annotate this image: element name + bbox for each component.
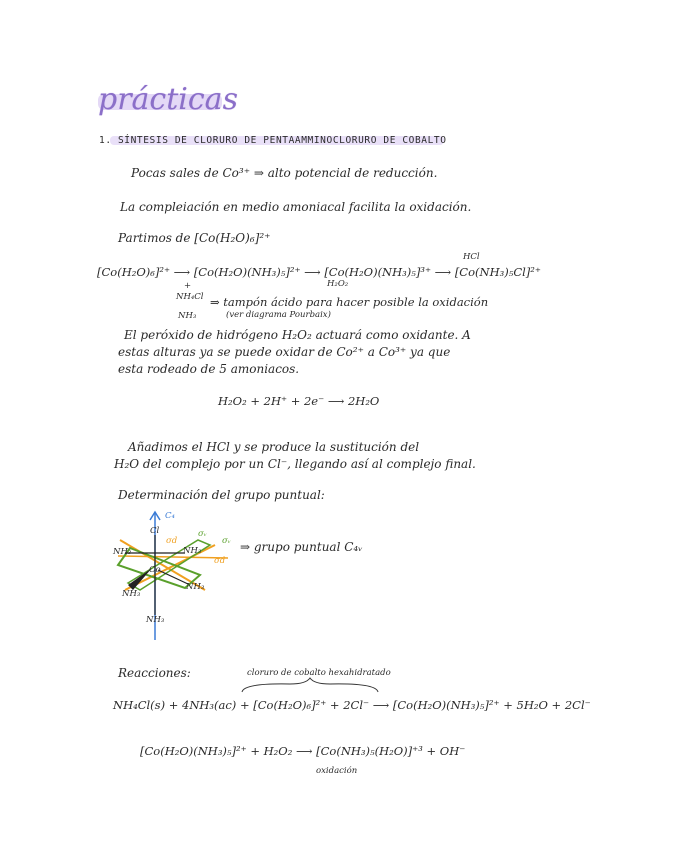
sigma-d-label: σd <box>166 536 178 546</box>
reagent-label: HCl <box>463 252 480 262</box>
text-line: H₂O del complejo por un Cl⁻, llegando así al complejo final. <box>114 457 476 471</box>
c4-axis-label: C₄ <box>165 511 175 521</box>
text-line: Añadimos el HCl y se produce la sustitución del <box>128 440 420 454</box>
reaction-equation: NH₄Cl(s) + 4NH₃(ac) + [Co(H₂O)₆]²⁺ + 2Cl⁻ ⟶ [Co(H₂O)(NH₃)₅]²⁺ + 5H₂O + 2Cl⁻ <box>113 698 591 712</box>
reaction-equation: [Co(H₂O)(NH₃)₅]²⁺ + H₂O₂ ⟶ [Co(NH₃)₅(H₂O)]⁺³ + OH⁻ <box>140 744 466 758</box>
ligand-label: Cl <box>150 526 160 536</box>
sigma-v-label: σᵥ <box>222 536 231 546</box>
sigma-v-label: σᵥ <box>198 529 207 539</box>
reagent-label: NH₄Cl <box>176 292 204 302</box>
ligand-label: NH₃ <box>186 582 205 592</box>
text-line: Partimos de [Co(H₂O)₆]²⁺ <box>118 231 271 245</box>
text-line: Determinación del grupo puntual: <box>118 488 325 502</box>
ligand-label: NH₃ <box>146 615 165 625</box>
point-group-result: ⇒ grupo puntual C₄ᵥ <box>240 540 363 554</box>
brace-label: cloruro de cobalto hexahidratado <box>247 668 391 678</box>
reagent-label: H₂O₂ <box>327 279 349 289</box>
text-line: La compleiación en medio amoniacal facilita la oxidación. <box>120 200 472 214</box>
buffer-subnote: (ver diagrama Pourbaix) <box>226 310 331 320</box>
reaction-note: oxidación <box>316 766 358 776</box>
ligand-label: NH₃ <box>113 547 132 557</box>
plus-sign: + <box>184 281 192 291</box>
reactions-label: Reacciones: <box>118 666 191 680</box>
text-line: El peróxido de hidrógeno H₂O₂ actuará como oxidante. A <box>124 328 471 342</box>
page-title: prácticas <box>98 82 238 117</box>
ligand-label: NH₃ <box>122 589 141 599</box>
text-line: estas alturas ya se puede oxidar de Co²⁺ a Co³⁺ ya que <box>118 345 451 359</box>
section-heading: 1. SÍNTESIS DE CLORURO DE PENTAAMMINOCLORURO DE COBALTO <box>99 135 447 146</box>
reagent-label: NH₃ <box>178 311 197 321</box>
text-line: Pocas sales de Co³⁺ ⇒ alto potencial de reducción. <box>131 166 438 180</box>
buffer-note: ⇒ tampón ácido para hacer posible la oxidación <box>210 295 489 309</box>
text-line: esta rodeado de 5 amoniacos. <box>118 362 300 376</box>
ligand-label: NH₃ <box>183 546 202 556</box>
reaction-equation: [Co(H₂O)₆]²⁺ ⟶ [Co(H₂O)(NH₃)₅]²⁺ ⟶ [Co(H₂O)(NH₃)₅]³⁺ ⟶ [Co(NH₃)₅Cl]²⁺ <box>97 265 541 279</box>
metal-label: Co <box>149 565 161 575</box>
sigma-d-label: σd <box>214 556 226 566</box>
half-reaction: H₂O₂ + 2H⁺ + 2e⁻ ⟶ 2H₂O <box>218 394 380 408</box>
